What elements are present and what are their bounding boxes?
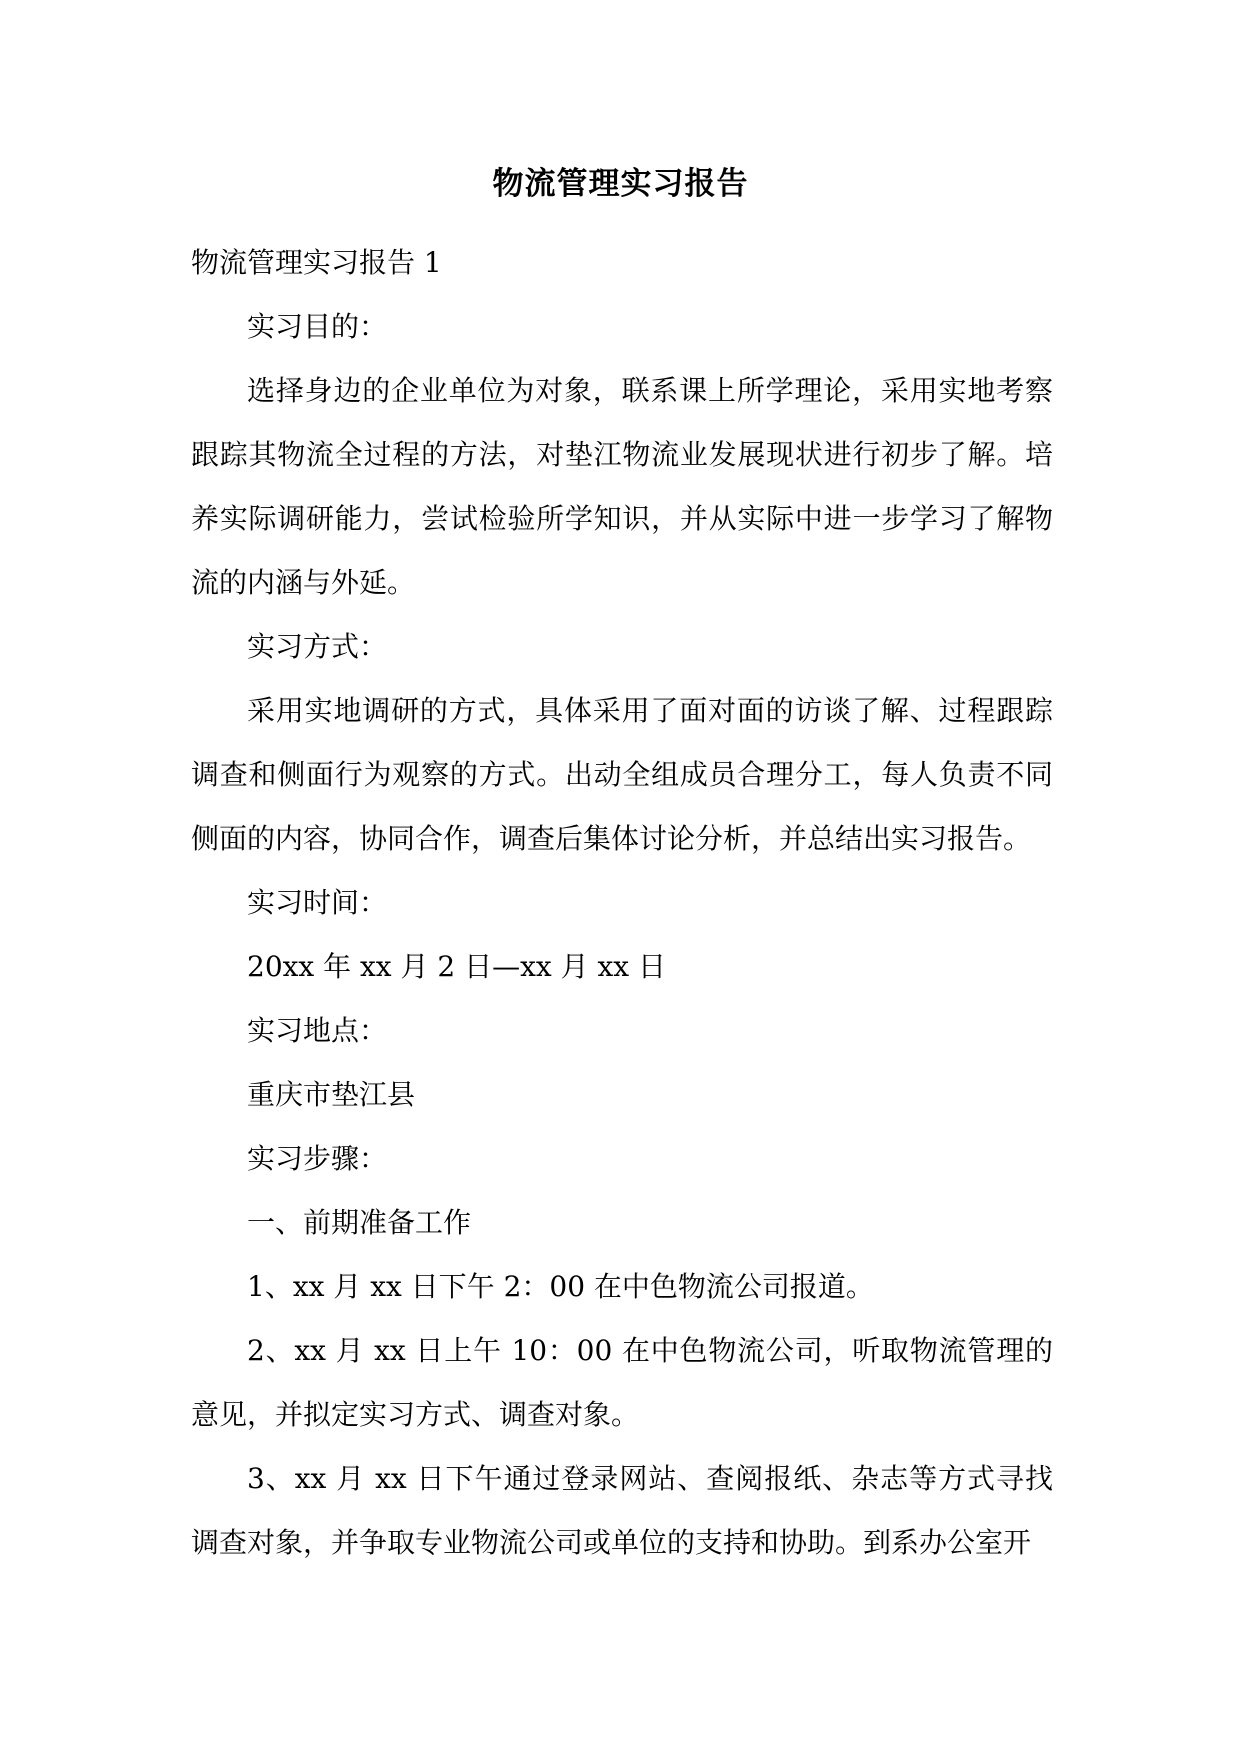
document-body xyxy=(191,231,1053,1575)
step-item-3: 3、xx 月 xx 日下午通过登录网站、查阅报纸、杂志等方式寻找调查对象，并争取专业物流公司或单位的支持和协助。到系办公室开 xyxy=(191,1462,1053,1559)
step-item-2: 2、xx 月 xx 日上午 10：00 在中色物流公司，听取物流管理的意见，并拟定实习方式、调查对象。 xyxy=(191,1334,1053,1431)
paragraph-location: 重庆市垫江县 xyxy=(247,1078,416,1111)
step-item-1: 1、xx 月 xx 日下午 2：00 在中色物流公司报道。 xyxy=(247,1270,874,1303)
paragraph-time: 20xx 年 xx 月 2 日—xx 月 xx 日 xyxy=(247,950,666,983)
section-heading-location: 实习地点： xyxy=(247,1014,388,1047)
paragraph-method: 采用实地调研的方式，具体采用了面对面的访谈了解、过程跟踪调查和侧面行为观察的方式。出动全组成员合理分工，每人负责不同侧面的内容，协同合作，调查后集体讨论分析，并总结出实习报告。 xyxy=(191,694,1053,855)
section-heading-time: 实习时间： xyxy=(247,886,388,919)
step-heading-preparation: 一、前期准备工作 xyxy=(247,1206,472,1239)
report-subtitle: 物流管理实习报告 1 xyxy=(191,246,442,279)
section-heading-steps: 实习步骤： xyxy=(247,1142,388,1175)
document-title: 物流管理实习报告 xyxy=(492,166,749,202)
section-heading-purpose: 实习目的： xyxy=(247,310,388,343)
paragraph-purpose: 选择身边的企业单位为对象，联系课上所学理论，采用实地考察跟踪其物流全过程的方法，对垫江物流业发展现状进行初步了解。培养实际调研能力，尝试检验所学知识，并从实际中进一步学习了解物流的内涵与外延。 xyxy=(191,374,1053,599)
section-heading-method: 实习方式： xyxy=(247,630,388,663)
